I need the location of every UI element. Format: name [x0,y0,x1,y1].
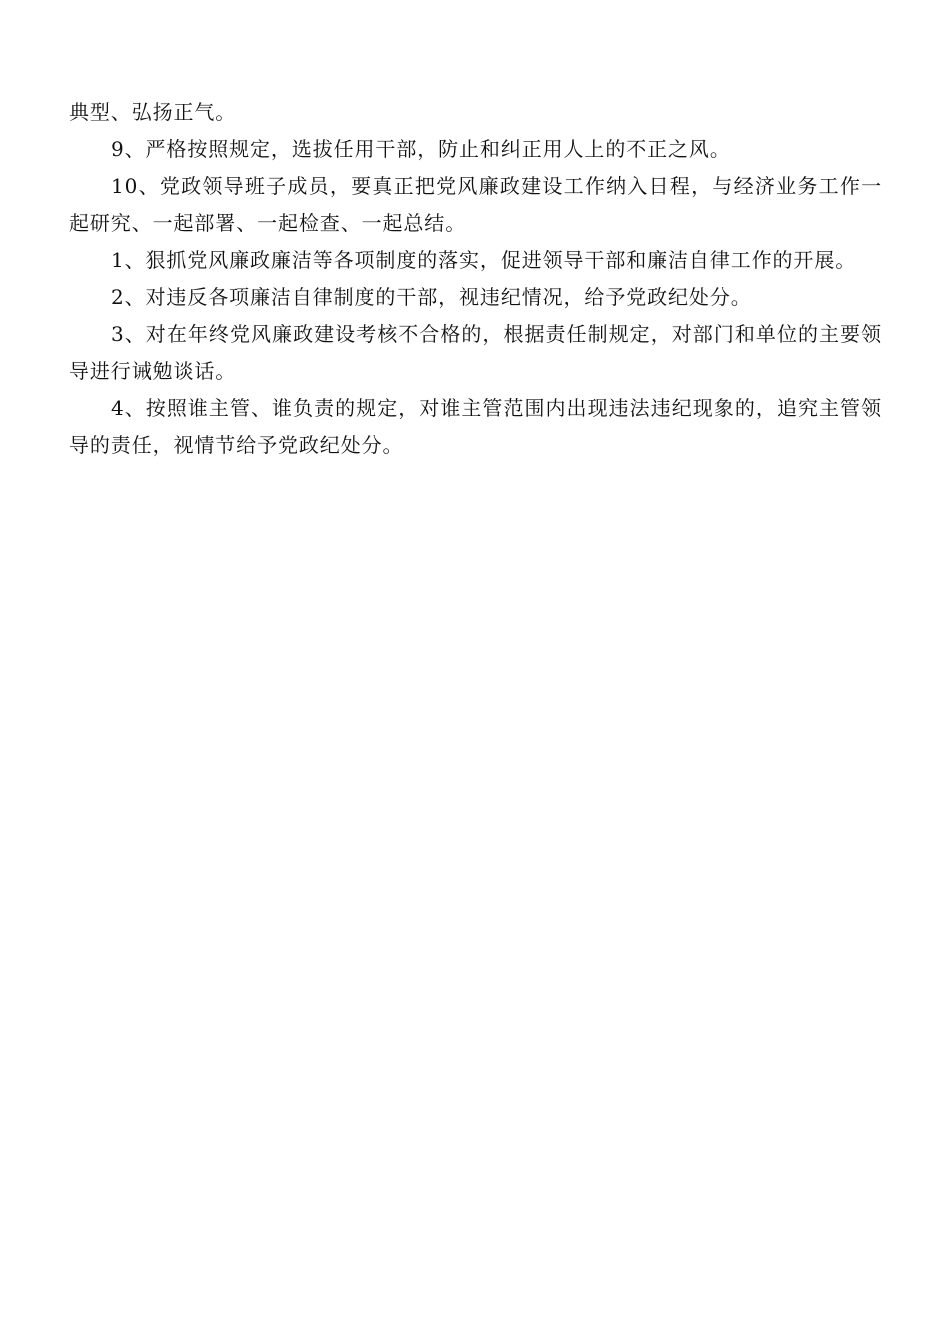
paragraph-item-4: 4、按照谁主管、谁负责的规定，对谁主管范围内出现违法违纪现象的，追究主管领导的责任，视情节给予党政纪处分。 [69,396,882,457]
paragraph-item-1: 1、狠抓党风廉政廉洁等各项制度的落实，促进领导干部和廉洁自律工作的开展。 [111,248,857,272]
paragraph-continuation: 典型、弘扬正气。 [69,100,237,124]
paragraph-item-9: 9、严格按照规定，选拔任用干部，防止和纠正用人上的不正之风。 [111,137,731,161]
paragraph-item-3: 3、对在年终党风廉政建设考核不合格的，根据责任制规定，对部门和单位的主要领导进行诫勉谈话。 [69,322,882,383]
paragraph-item-2: 2、对违反各项廉洁自律制度的干部，视违纪情况，给予党政纪处分。 [111,285,752,309]
document-body [69,94,882,464]
paragraph-item-10: 10、党政领导班子成员，要真正把党风廉政建设工作纳入日程，与经济业务工作一起研究、一起部署、一起检查、一起总结。 [69,174,882,235]
